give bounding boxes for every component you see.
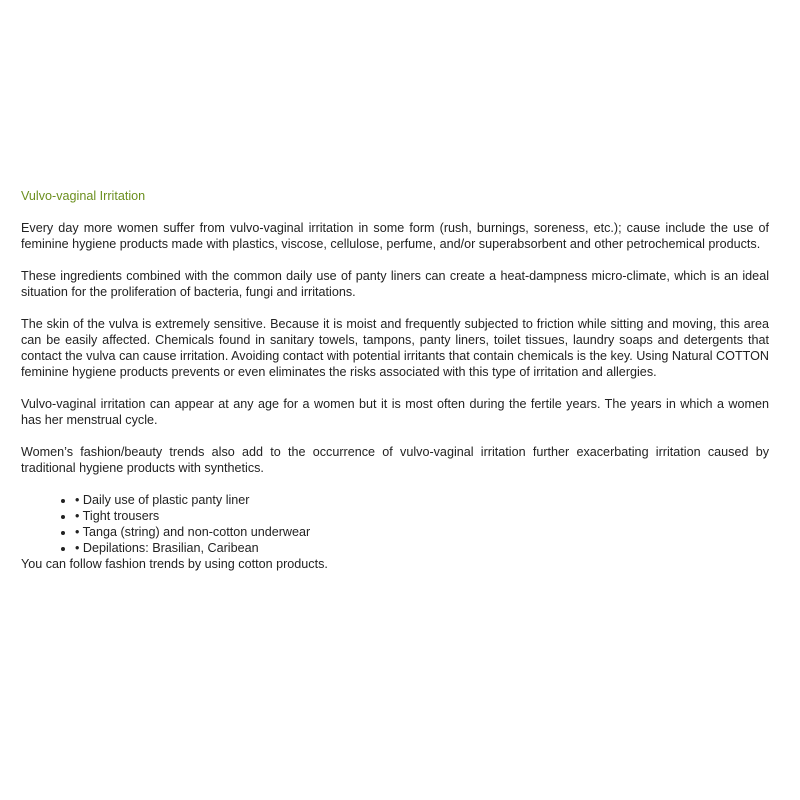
list-item: • • Daily use of plastic panty liner [75, 492, 769, 508]
list-item: • • Tanga (string) and non-cotton underwear [75, 524, 769, 540]
list-item: • • Depilations: Brasilian, Caribean [75, 540, 769, 556]
list-item: • • Tight trousers [75, 508, 769, 524]
paragraph-skin-sensitivity: The skin of the vulva is extremely sensitive. Because it is moist and frequently subjected to friction while sitting and moving, this area can be easily affected. Chemicals found in sanitary towels, tampons, panty liners, toilet tissues, laundry soaps and detergents that contact the vulva can cause irritation. Avoiding contact with potential irritants that contain chemicals is the key. Using Natural COTTON feminine hygiene products prevents or even eliminates the risks associated with this type of irritation and allergies. [21, 317, 769, 379]
paragraph-microclimate: These ingredients combined with the common daily use of panty liners can create a heat-dampness micro-climate, which is an ideal situation for the proliferation of bacteria, fungi and irritations. [21, 269, 769, 299]
closing-line: You can follow fashion trends by using cotton products. [21, 557, 328, 571]
article-title: Vulvo-vaginal Irritation [21, 189, 146, 203]
bullet-list [21, 492, 769, 556]
paragraph-fashion-trends: Women’s fashion/beauty trends also add to the occurrence of vulvo-vaginal irritation further exacerbating irritation caused by traditional hygiene products with synthetics. [21, 445, 769, 475]
article [21, 188, 769, 572]
paragraph-intro: Every day more women suffer from vulvo-vaginal irritation in some form (rush, burnings, soreness, etc.); cause include the use of feminine hygiene products made with plastics, viscose, cellulose, perfume, and/or superabsorbent and other petrochemical products. [21, 221, 769, 251]
paragraph-age: Vulvo-vaginal irritation can appear at any age for a women but it is most often during the fertile years. The years in which a women has her menstrual cycle. [21, 397, 769, 427]
